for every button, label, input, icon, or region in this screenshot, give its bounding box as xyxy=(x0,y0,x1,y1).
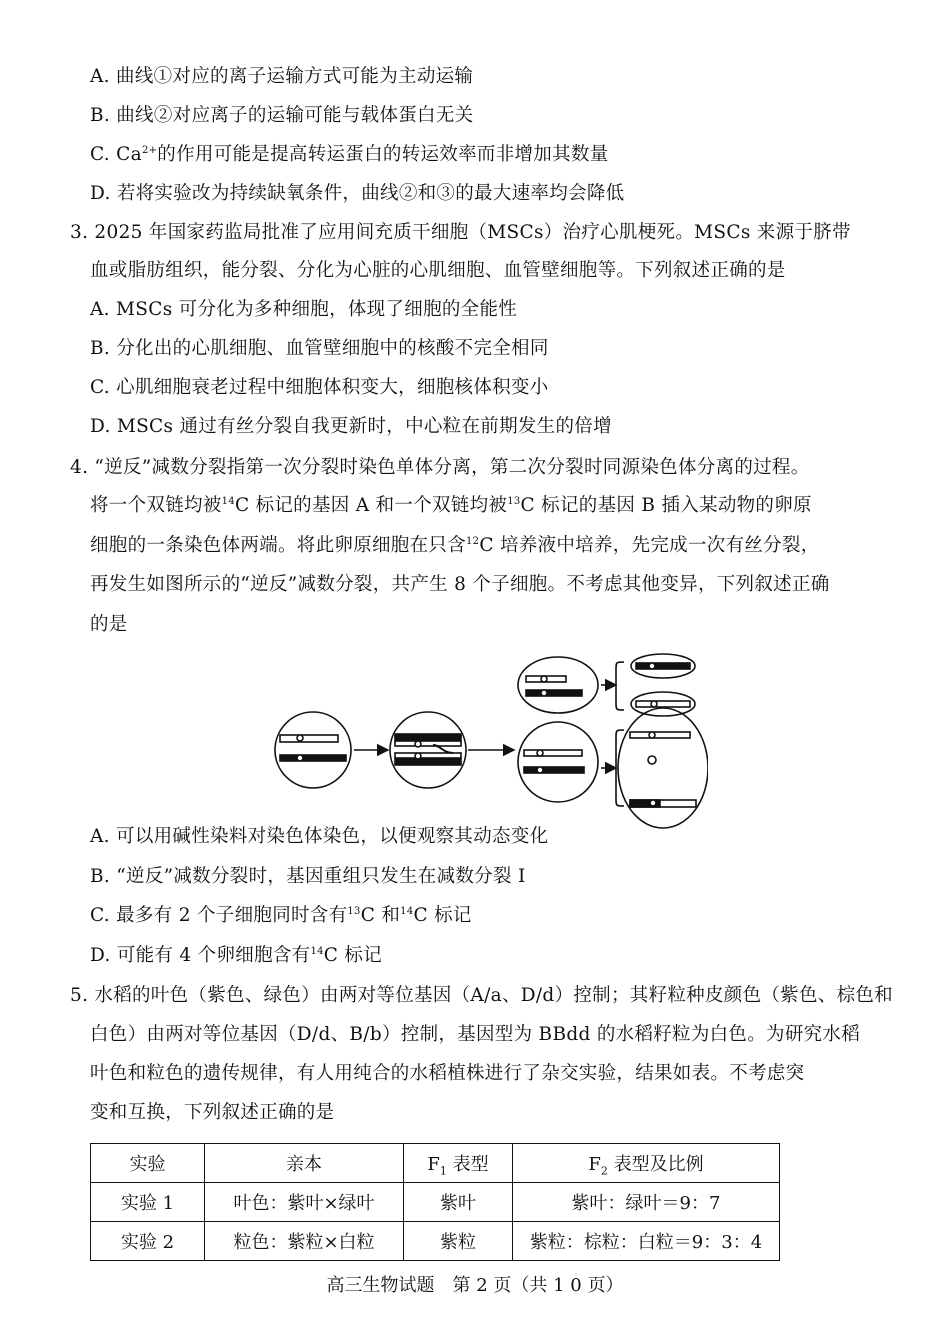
results-table xyxy=(90,1143,780,1261)
q4-option-d: D. 可能有 4 个卵细胞含有$^{14}$C 标记 xyxy=(90,945,383,966)
q4-option-a: A. 可以用碱性染料对染色体染色，以便观察其动态变化 xyxy=(90,826,549,847)
cell-oocyte xyxy=(275,712,351,788)
cell-f1: 紫粒 xyxy=(404,1222,513,1261)
q3-option-c: C. 心肌细胞衰老过程中细胞体积变大，细胞核体积变小 xyxy=(90,377,549,398)
cell-parents: 叶色：紫叶×绿叶 xyxy=(205,1183,404,1222)
q4-option-b: B. “逆反”减数分裂时，基因重组只发生在减数分裂 Ⅰ xyxy=(90,866,526,887)
cell-f2: 紫叶：绿叶＝9：7 xyxy=(513,1183,780,1222)
q4-stem-line3: 细胞的一条染色体两端。将此卵原细胞在只含$^{12}$C 培养液中培养，先完成一次有丝分裂， xyxy=(90,535,820,556)
table-header-row xyxy=(91,1144,780,1183)
table-row xyxy=(91,1222,780,1261)
chromosome-black xyxy=(280,755,346,761)
q2-option-a: A. 曲线①对应的离子运输方式可能为主动运输 xyxy=(90,66,474,87)
cell-experiment: 实验 1 xyxy=(91,1183,205,1222)
q3-option-a: A. MSCs 可分化为多种细胞，体现了细胞的全能性 xyxy=(90,299,518,320)
q4-stem-line4: 再发生如图所示的“逆反”减数分裂，共产生 8 个子细胞。不考虑其他变异，下列叙述正确 xyxy=(90,574,830,595)
cell-secondary-oocyte xyxy=(518,722,598,802)
cell-tetrad xyxy=(390,712,466,788)
q2-option-b: B. 曲线②对应离子的运输可能与载体蛋白无关 xyxy=(90,105,474,126)
reverse-meiosis-diagram xyxy=(268,650,708,830)
q5-stem-line3: 叶色和粒色的遗传规律，有人用纯合的水稻植株进行了杂交实验，结果如表。不考虑突 xyxy=(90,1063,805,1084)
chromosome-white xyxy=(280,735,338,742)
q4-option-c: C. 最多有 2 个子细胞同时含有$^{13}$C 和$^{14}$C 标记 xyxy=(90,905,472,926)
cell-f1: 紫叶 xyxy=(404,1183,513,1222)
header-f1: $F_1$ 表型 xyxy=(404,1144,513,1183)
table-row xyxy=(91,1183,780,1222)
cell-f2: 紫粒：棕粒：白粒＝9：3：4 xyxy=(513,1222,780,1261)
q4-stem-line5: 的是 xyxy=(90,614,128,635)
q5-stem-line2: 白色）由两对等位基因（D/d、B/b）控制，基因型为 BBdd 的水稻籽粒为白色。为研究水稻 xyxy=(90,1024,861,1045)
q2-option-c: C. $Ca^{2+}$的作用可能是提高转运蛋白的转运效率而非增加其数量 xyxy=(90,144,609,165)
q3-option-d: D. MSCs 通过有丝分裂自我更新时，中心粒在前期发生的倍增 xyxy=(90,416,612,437)
cell-experiment: 实验 2 xyxy=(91,1222,205,1261)
q3-stem-line2: 血或脂肪组织，能分裂、分化为心脏的心肌细胞、血管壁细胞等。下列叙述正确的是 xyxy=(90,260,786,281)
cell-parents: 粒色：紫粒×白粒 xyxy=(205,1222,404,1261)
header-f2: $F_2$ 表型及比例 xyxy=(513,1144,780,1183)
cell-membrane-3 xyxy=(518,657,598,713)
cell-membrane-1 xyxy=(275,712,351,788)
page-footer: 高三生物试题 第 2 页（共 1 0 页） xyxy=(326,1275,624,1296)
header-parents: 亲本 xyxy=(205,1144,404,1183)
q4-stem-line1: 4. “逆反”减数分裂指第一次分裂时染色单体分离，第二次分裂时同源染色体分离的过程。 xyxy=(70,457,810,478)
q5-stem-line4: 变和互换，下列叙述正确的是 xyxy=(90,1102,335,1123)
q3-stem-line1: 3. 2025 年国家药监局批准了应用间充质干细胞（MSCs）治疗心肌梗死。MSCs 来源于脐带 xyxy=(70,222,851,243)
q4-stem-line2: 将一个双链均被$^{14}$C 标记的基因 A 和一个双链均被$^{13}$C 标记的基因 B 插入某动物的卵原 xyxy=(90,495,812,516)
daughter-cells xyxy=(618,654,708,828)
header-experiment: 实验 xyxy=(91,1144,205,1183)
cell-polar-body xyxy=(518,657,598,713)
cell-membrane-4 xyxy=(518,722,598,802)
q5-stem-line1: 5. 水稻的叶色（紫色、绿色）由两对等位基因（A/a、D/d）控制；其籽粒种皮颜色（紫色、棕色和 xyxy=(70,985,893,1006)
q3-option-b: B. 分化出的心肌细胞、血管壁细胞中的核酸不完全相同 xyxy=(90,338,549,359)
cell-membrane-2 xyxy=(390,712,466,788)
q2-option-d: D. 若将实验改为持续缺氧条件，曲线②和③的最大速率均会降低 xyxy=(90,183,625,204)
